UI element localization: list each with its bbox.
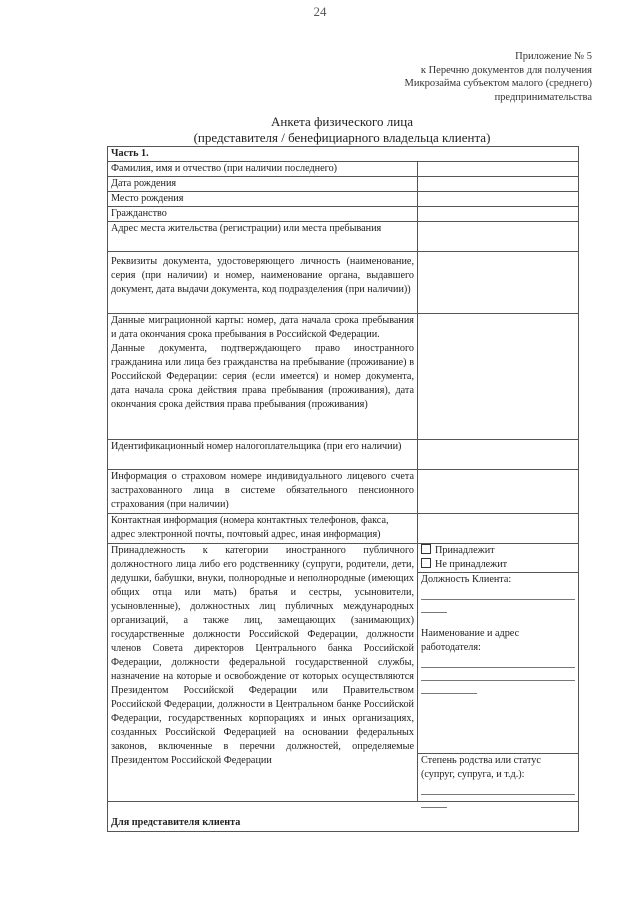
- employer-line[interactable]: [421, 655, 575, 668]
- field-label-inn: Идентификационный номер налогоплательщика (при его наличии): [108, 440, 418, 470]
- field-value-inn[interactable]: [418, 440, 579, 470]
- checkbox-icon[interactable]: [421, 558, 431, 568]
- field-value-id-document[interactable]: [418, 252, 579, 314]
- field-value-address[interactable]: [418, 222, 579, 252]
- field-value-pep: [418, 544, 579, 802]
- appendix-line: Приложение № 5: [515, 51, 592, 62]
- pep-option-yes[interactable]: [421, 544, 575, 558]
- appendix-note: [405, 50, 592, 104]
- field-value-migration[interactable]: [418, 314, 579, 440]
- field-label-migration: [108, 314, 418, 440]
- field-label-snils: Информация о страховом номере индивидуального лицевого счета застрахованного лица в системе обязательного пенсионного страхования (при наличии): [108, 470, 418, 514]
- field-value-citizenship[interactable]: [418, 207, 579, 222]
- appendix-line: к Перечню документов для получения: [420, 64, 592, 76]
- form-subtitle: (представителя / бенефициарного владельца клиента): [193, 130, 491, 145]
- part1-heading: Часть 1.: [108, 147, 579, 162]
- field-value-birth-date[interactable]: [418, 177, 579, 192]
- page-number: 24: [313, 4, 327, 19]
- appendix-line: предпринимательства: [494, 91, 592, 103]
- relation-line[interactable]: [421, 782, 575, 795]
- representative-heading: Для представителя клиента: [108, 816, 579, 832]
- position-label: Должность Клиента:: [421, 574, 512, 585]
- field-label-pep: Принадлежность к категории иностранного публичного должностного лица либо его родственнику (супруги, родители, дети, дедушки, бабушки, внуки, полнородные и неполнородные (имеющих общих отца или мать) братья и сестры, усыновители, усыновленные), должностных лиц публичных международных организаций, а также лиц, замещающих (занимающих) государственные должности Российской Федерации, должности членов Совета директоров Центрального банка Российской Федерации, должности федеральной государственной службы, назначение на которые и освобождение от которых осуществляются Президентом Российской Федерации или Правительством Российской Федерации, должности в Центральном банке Российской Федерации, государственных корпорациях и иных организациях, созданных Российской Федерацией на основании федеральных законов, включенные в перечни должностей, определяемые Президентом Российской Федерации: [108, 544, 418, 802]
- employer-label: Наименование и адрес работодателя:: [421, 628, 520, 653]
- field-label-address: Адрес места жительства (регистрации) или места пребывания: [108, 222, 418, 252]
- form-title-line: Анкета физического лица: [271, 114, 413, 129]
- field-label-citizenship: Гражданство: [108, 207, 418, 222]
- checkbox-icon[interactable]: [421, 544, 431, 554]
- pep-option-no-label: Не принадлежит: [435, 559, 508, 570]
- residence-permit-text: Данные документа, подтверждающего право иностранного гражданина или лица без гражданства на пребывание (проживание) в Российской Федерации: серия (если имеется) и номер документа, дата начала срока действия права пребывания (проживания), дата окончания срока действия права пребывания (проживания): [111, 343, 414, 410]
- field-label-birth-date: Дата рождения: [108, 177, 418, 192]
- field-value-full-name[interactable]: [418, 162, 579, 177]
- field-label-full-name: Фамилия, имя и отчество (при наличии последнего): [108, 162, 418, 177]
- field-value-snils[interactable]: [418, 470, 579, 514]
- pep-option-yes-label: Принадлежит: [435, 545, 495, 556]
- form-title: [107, 114, 577, 146]
- pep-option-no[interactable]: [421, 558, 575, 572]
- employer-line-short[interactable]: [421, 681, 477, 694]
- migration-card-text: Данные миграционной карты: номер, дата начала срока пребывания и дата окончания срока пребывания в Российской Федерации.: [111, 315, 414, 340]
- position-line-short[interactable]: [421, 600, 447, 613]
- field-value-birth-place[interactable]: [418, 192, 579, 207]
- field-label-id-document: Реквизиты документа, удостоверяющего личность (наименование, серия (при наличии) и номер, наименование органа, выдавшего документ, дата выдачи документа, код подразделения (при наличии)): [108, 252, 418, 314]
- field-label-contacts: Контактная информация (номера контактных телефонов, факса, адрес электронной почты, почтовый адрес, иная информация): [108, 514, 418, 544]
- field-value-contacts[interactable]: [418, 514, 579, 544]
- relation-label: Степень родства или статус (супруг, супруга, и т.д.):: [421, 755, 541, 780]
- questionnaire-table: [107, 146, 579, 832]
- employer-line[interactable]: [421, 668, 575, 681]
- position-line[interactable]: [421, 587, 575, 600]
- field-label-birth-place: Место рождения: [108, 192, 418, 207]
- appendix-line: Микрозайма субъектом малого (среднего): [404, 78, 592, 89]
